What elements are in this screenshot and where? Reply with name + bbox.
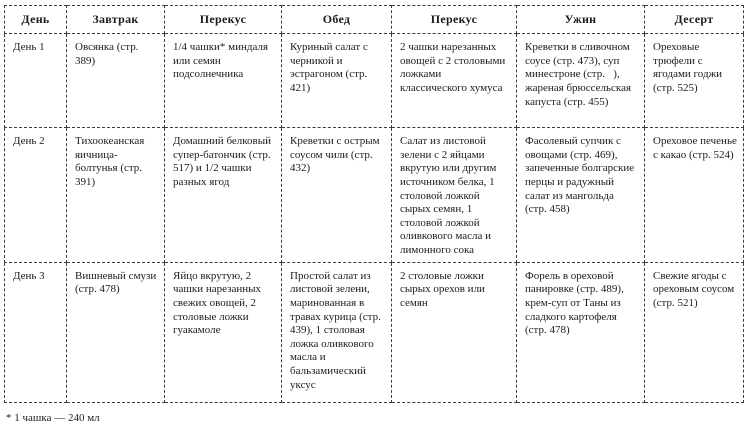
- col-header-snack1: Перекус: [165, 6, 282, 34]
- dessert-cell: Свежие ягоды с ореховым соусом (стр. 521): [645, 262, 744, 402]
- cup-measure-footnote: * 1 чашка — 240 мл: [6, 411, 100, 424]
- table-row-day3: [5, 262, 744, 402]
- breakfast-cell: Тихоокеанская яичница-болтунья (стр. 391): [67, 128, 165, 263]
- col-header-day: День: [5, 6, 67, 34]
- day-label: День 1: [5, 34, 67, 128]
- col-header-dessert: Десерт: [645, 6, 744, 34]
- snack1-cell: Яйцо вкрутую, 2 чашки нарезанных свежих овощей, 2 столовые ложки гуакамоле: [165, 262, 282, 402]
- lunch-cell: Простой салат из листовой зелени, маринованная в травах курица (стр. 439), 1 столовая ложка оливкового масла и бальзамический уксус: [282, 262, 392, 402]
- header-row: [5, 6, 744, 34]
- col-header-snack2: Перекус: [392, 6, 517, 34]
- breakfast-cell: Вишневый смузи (стр. 478): [67, 262, 165, 402]
- snack1-cell: Домашний белковый супер-батончик (стр. 517) и 1/2 чашки разных ягод: [165, 128, 282, 263]
- col-header-breakfast: Завтрак: [67, 6, 165, 34]
- lunch-cell: Креветки с острым соусом чили (стр. 432): [282, 128, 392, 263]
- snack1-cell: 1/4 чашки* миндаля или семян подсолнечника: [165, 34, 282, 128]
- lunch-cell: Куриный салат с черникой и эстрагоном (стр. 421): [282, 34, 392, 128]
- col-header-dinner: Ужин: [517, 6, 645, 34]
- dinner-cell: Фасолевый супчик с овощами (стр. 469), запеченные болгарские перцы и радужный салат из мангольда (стр. 458): [517, 128, 645, 263]
- col-header-lunch: Обед: [282, 6, 392, 34]
- snack2-cell: 2 чашки нарезанных овощей с 2 столовыми ложками классического хумуса: [392, 34, 517, 128]
- dessert-cell: Ореховое печенье с какао (стр. 524): [645, 128, 744, 263]
- dessert-cell: Ореховые трюфели с ягодами годжи (стр. 525): [645, 34, 744, 128]
- snack2-cell: Салат из листовой зелени с 2 яйцами вкрутую или другим источником белка, 1 столовой ложкой сырых семян, 1 столовой ложкой оливкового масла и лимонного сока: [392, 128, 517, 263]
- dinner-cell: Креветки в сливочном соусе (стр. 473), суп минестроне (стр. ), жареная брюссельская капуста (стр. 455): [517, 34, 645, 128]
- day-label: День 3: [5, 262, 67, 402]
- meal-plan-table: [4, 5, 744, 403]
- table-row-day1: [5, 34, 744, 128]
- table-row-day2: [5, 128, 744, 263]
- snack2-cell: 2 столовые ложки сырых орехов или семян: [392, 262, 517, 402]
- breakfast-cell: Овсянка (стр. 389): [67, 34, 165, 128]
- dinner-cell: Форель в ореховой панировке (стр. 489), крем-суп от Таны из сладкого картофеля (стр. 478): [517, 262, 645, 402]
- day-label: День 2: [5, 128, 67, 263]
